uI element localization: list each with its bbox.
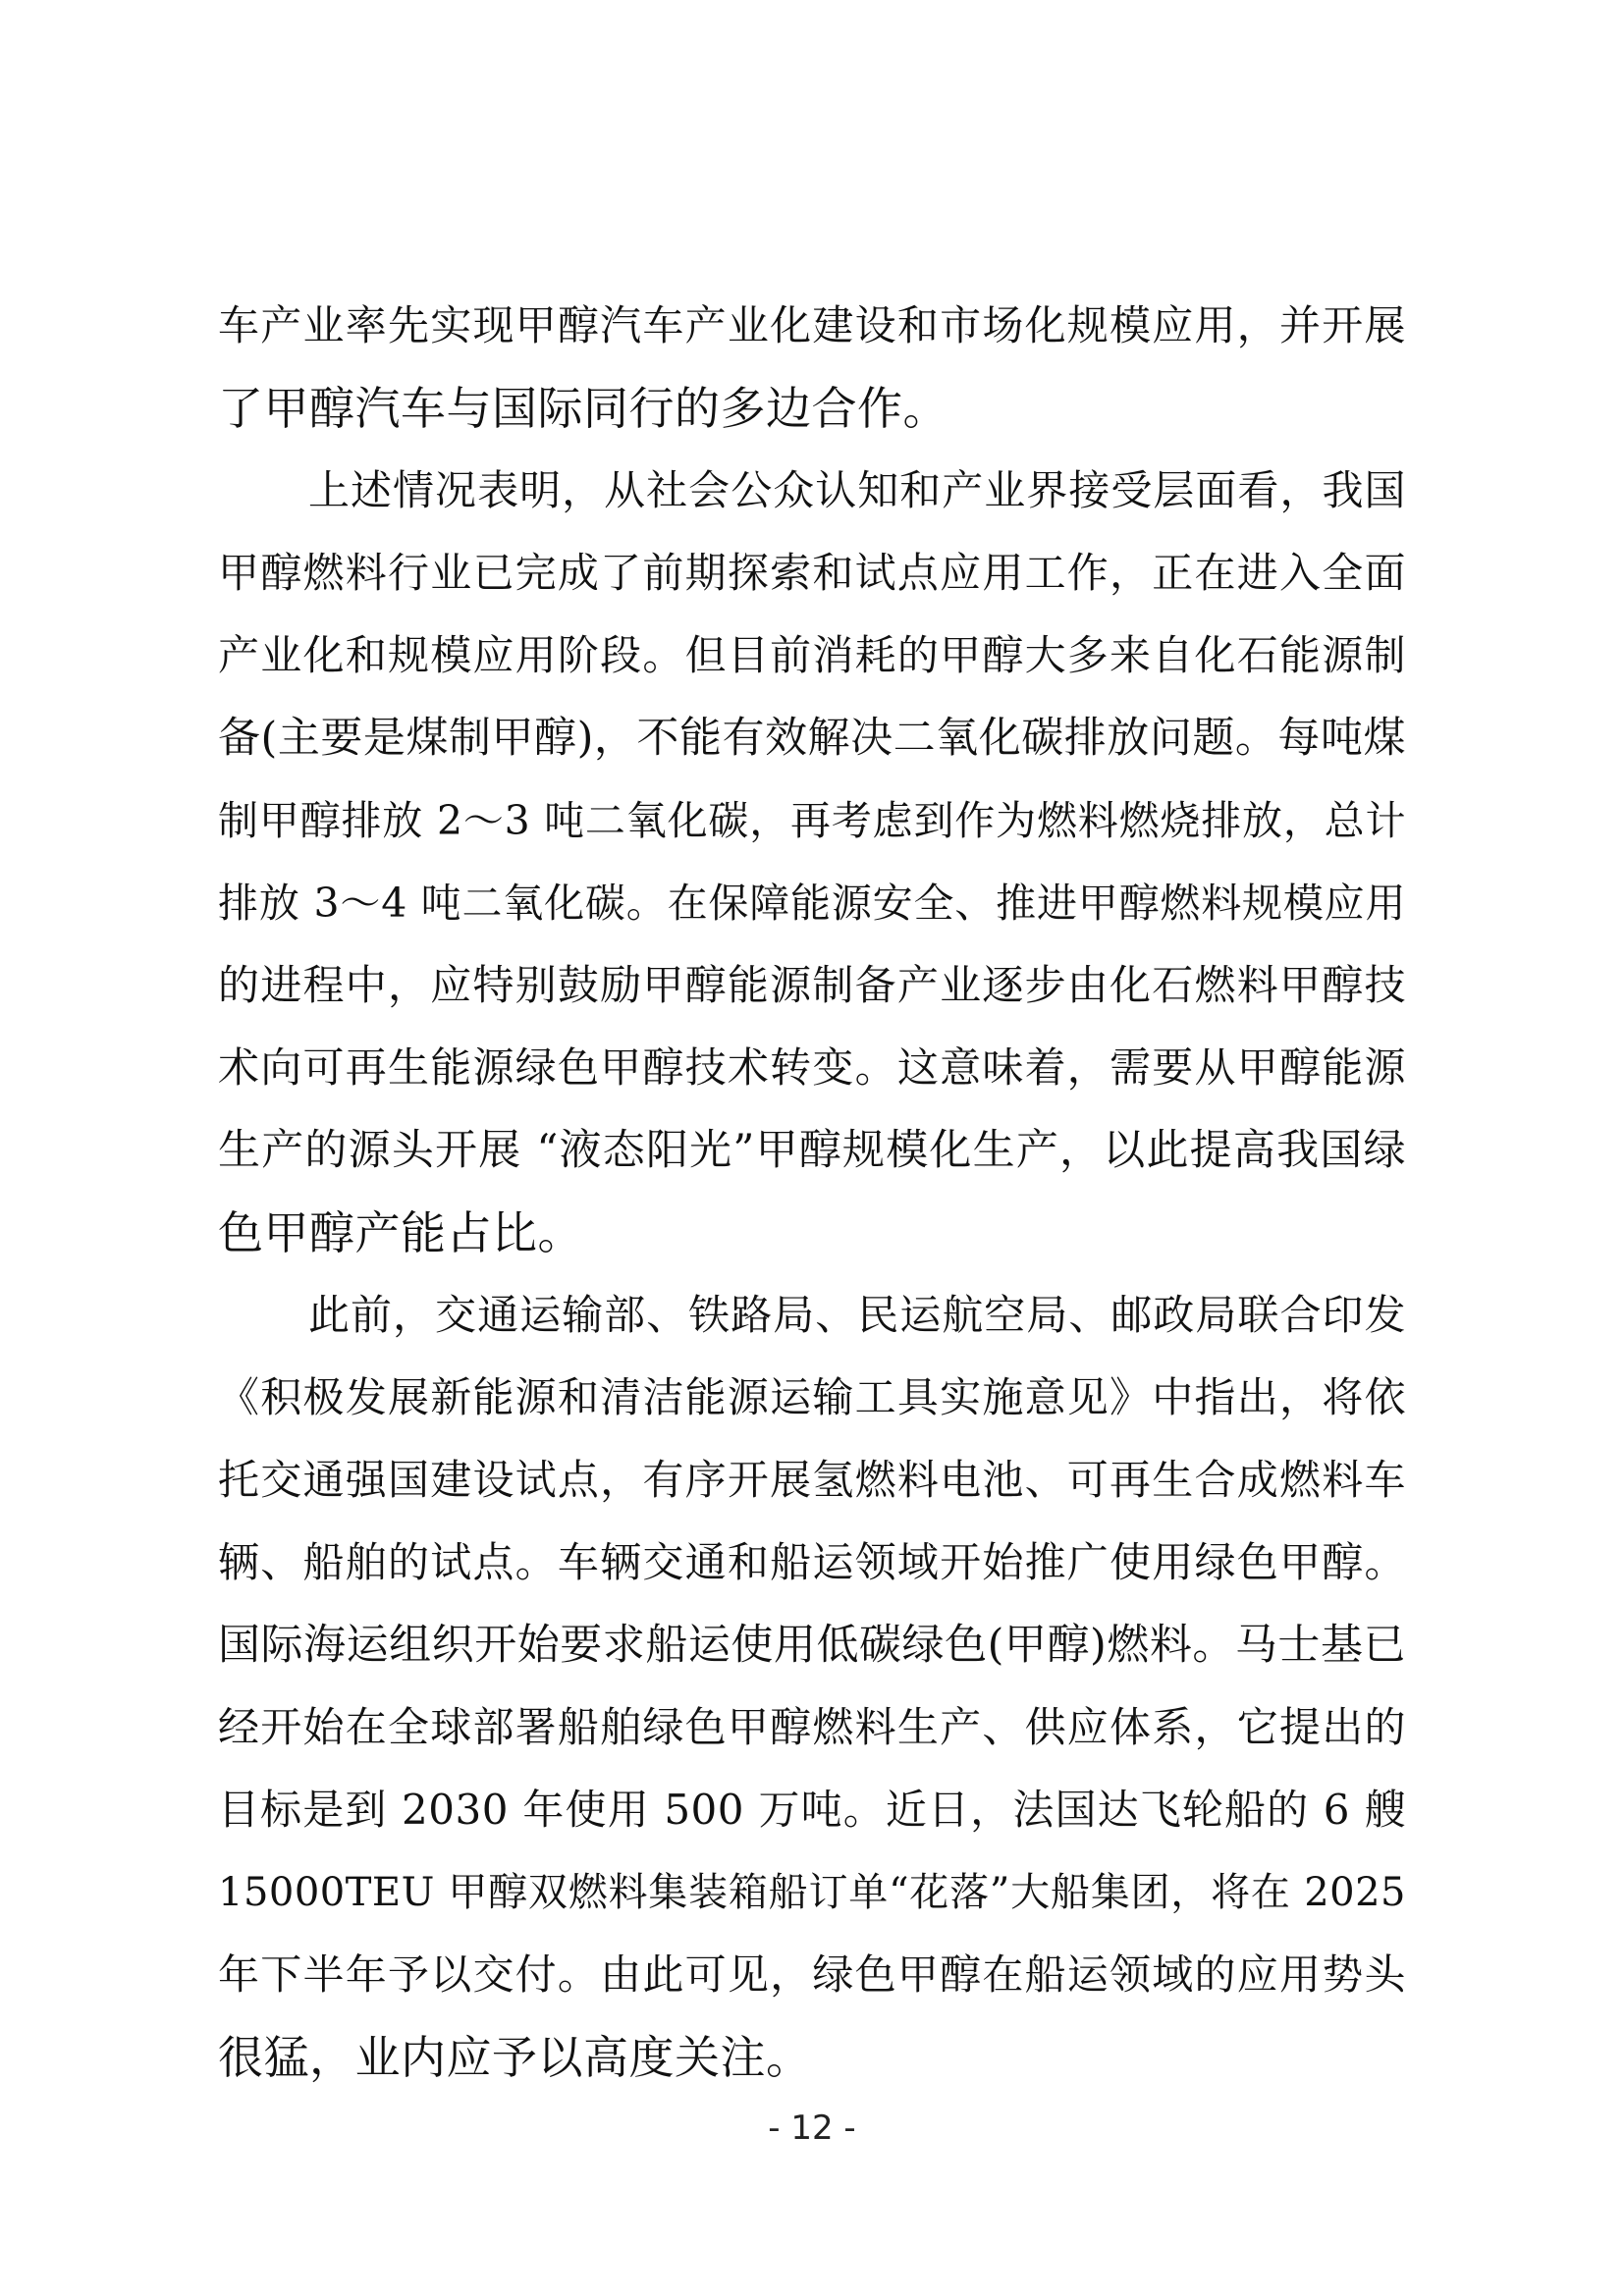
paragraph-first-line: 此前，交通运输部、铁路局、民运航空局、邮政局联合印发 <box>308 1291 1406 1339</box>
text-line: 生产的源头开展 “液态阳光”甲醇规模化生产，以此提高我国绿 <box>218 1126 1406 1175</box>
text-line: 甲醇燃料行业已完成了前期探索和试点应用工作，正在进入全面 <box>218 549 1406 597</box>
text-line: 经开始在全球部署船舶绿色甲醇燃料生产、供应体系，它提出的 <box>218 1703 1406 1751</box>
text-line: 15000TEU 甲醇双燃料集装箱船订单“花落”大船集团，将在 2025 <box>218 1870 1406 1915</box>
paragraph-first-line: 上述情况表明，从社会公众认知和产业界接受层面看，我国 <box>308 466 1406 514</box>
text-line: 辆、船舶的试点。车辆交通和船运领域开始推广使用绿色甲醇。 <box>218 1538 1406 1586</box>
text-line: 了甲醇汽车与国际同行的多边合作。 <box>218 382 948 435</box>
text-line: 《积极发展新能源和清洁能源运输工具实施意见》中指出，将依 <box>218 1373 1406 1421</box>
text-line: 术向可再生能源绿色甲醇技术转变。这意味着，需要从甲醇能源 <box>218 1043 1406 1092</box>
text-line: 排放 3～4 吨二氧化碳。在保障能源安全、推进甲醇燃料规模应用 <box>218 880 1406 927</box>
text-line: 年下半年予以交付。由此可见，绿色甲醇在船运领域的应用势头 <box>218 1950 1406 1999</box>
text-line: 目标是到 2030 年使用 500 万吨。近日，法国达飞轮船的 6 艘 <box>218 1786 1406 1834</box>
text-line: 产业化和规模应用阶段。但目前消耗的甲醇大多来自化石能源制 <box>218 631 1406 679</box>
text-line: 制甲醇排放 2～3 吨二氧化碳，再考虑到作为燃料燃烧排放，总计 <box>218 797 1406 844</box>
text-line: 车产业率先实现甲醇汽车产业化建设和市场化规模应用，并开展 <box>218 301 1406 349</box>
page-number: - 12 - <box>768 2109 856 2148</box>
text-line: 的进程中，应特别鼓励甲醇能源制备产业逐步由化石燃料甲醇技 <box>218 961 1406 1009</box>
body-text <box>218 285 1406 2099</box>
text-line: 国际海运组织开始要求船运使用低碳绿色(甲醇)燃料。马士基已 <box>218 1621 1406 1670</box>
text-line: 色甲醇产能占比。 <box>218 1206 583 1259</box>
text-line: 托交通强国建设试点，有序开展氢燃料电池、可再生合成燃料车 <box>218 1456 1406 1504</box>
text-line: 很猛，业内应予以高度关注。 <box>218 2031 812 2084</box>
text-line: 备(主要是煤制甲醇)，不能有效解决二氧化碳排放问题。每吨煤 <box>218 714 1406 763</box>
